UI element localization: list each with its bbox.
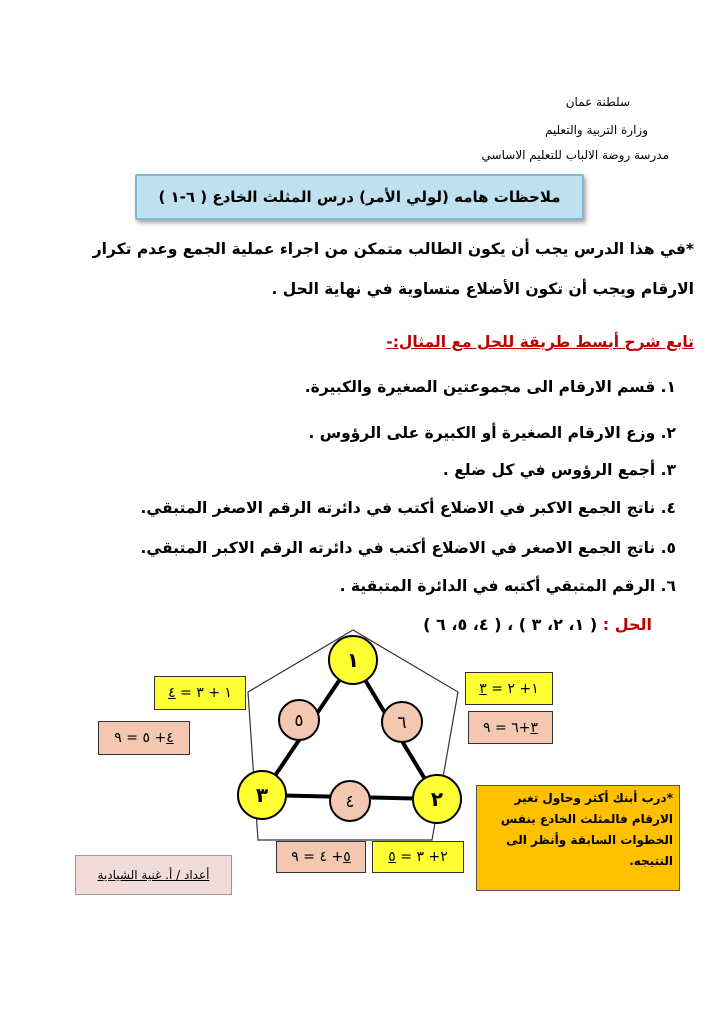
vertex-label-left: ٣ [255,783,269,807]
equation-expr: ٢+ ٣ = [400,849,448,865]
side-label-right: ٦ [397,713,407,733]
author-box [75,855,232,895]
equation-lead: ٥ [343,849,351,865]
vertex-label-top: ١ [346,648,360,672]
equation-expr: + ٥ = ٩ [114,730,167,746]
equation-result: ٥ [388,849,396,865]
step-6: ٦. الرقم المتبقي أكتبه في الدائرة المتبقية . [339,577,676,595]
header-line-sultanate: سلطنة عمان [565,95,630,109]
solution-label: الحل : [602,615,652,634]
step-3: ٣. أجمع الرؤوس في كل ضلع . [442,461,676,479]
intro-line-2: الارقام ويجب أن تكون الأضلاع متساوية في نهاية الحل . [271,280,694,298]
author-text: أعداد / أ. غنية الشيادية [97,868,210,882]
equation-box-bottom-left [98,721,190,755]
side-label-bottom: ٤ [345,792,355,812]
equation-box-bottom-mid-right [372,841,464,873]
step-2: ٢. وزع الارقام الصغيرة أو الكبيرة على الرؤوس . [308,424,676,442]
vertex-label-right: ٢ [430,787,444,811]
equation-box-bottom-mid-left [276,841,366,873]
equation-expr: +٦ = ٩ [483,719,531,736]
header-line-ministry: وزارة التربية والتعليم [544,123,648,137]
step-1: ١. قسم الارقام الى مجموعتين الصغيرة والكبيرة. [304,378,676,396]
intro-line-1: *في هذا الدرس يجب أن يكون الطالب متمكن من اجراء عملية الجمع وعدم تكرار [92,240,694,258]
equation-expr: + ٤ = ٩ [291,849,344,865]
step-5: ٥. ناتج الجمع الاصغر في الاضلاع أكتب في دائرته الرقم الاكبر المتبقي. [140,539,676,557]
equation-lead: ٣ [530,719,538,736]
side-label-left: ٥ [294,711,304,731]
equation-box-mid-right [468,711,553,744]
equation-expr: ١+ ٢ = [491,680,539,697]
equation-box-top-right [465,672,553,705]
equation-result: ٣ [479,680,487,697]
equation-result: ٤ [168,685,176,701]
solution-value: ( ١، ٢، ٣ ) ، ( ٤، ٥، ٦ ) [423,615,598,634]
section-subtitle: تابع شرح أبسط طريقة للحل مع المثال:- [386,333,694,351]
header-line-school: مدرسة روضة الالباب للتعليم الاساسي [481,148,669,162]
equation-lead: ٤ [166,730,174,746]
step-4: ٤. ناتج الجمع الاكبر في الاضلاع أكتب في دائرته الرقم الاصغر المتبقي. [140,499,676,517]
tip-text: *درب أبنك أكثر وحاول تغير الارقام فالمثلث الخادع بنفس الخطوات السابقة وأنظر الى النتيجه. [500,791,673,868]
equation-expr: ١ + ٣ = [180,685,232,701]
tip-box [476,785,680,891]
equation-box-top-left [154,676,246,710]
title-banner-text: ملاحظات هامه (لولي الأمر) درس المثلث الخادع ( ٦-١ ) [158,188,561,206]
